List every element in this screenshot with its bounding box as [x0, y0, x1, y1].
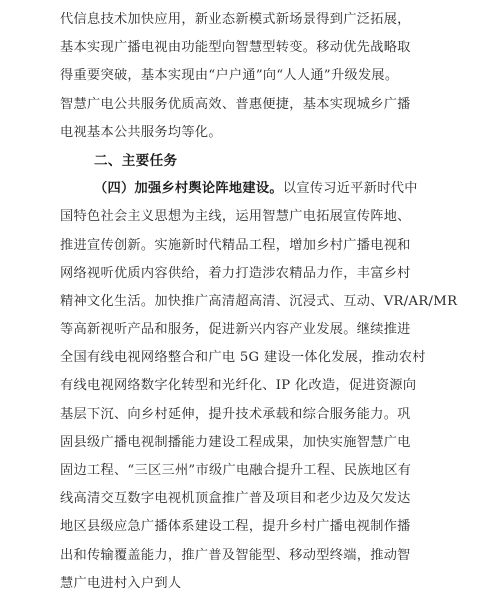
paragraph-line: 电视基本公共服务均等化。 — [60, 124, 222, 140]
paragraph-line: 代信息技术加快应用，新业态新模式新场景得到广泛拓展， — [60, 12, 411, 27]
paragraph-line: 网络视听优质内容供给，着力打造涉农精品力作，丰富乡村 — [60, 265, 411, 281]
document-body — [60, 6, 472, 598]
paragraph-line: 得重要突破，基本实现由“户户通”向“人人通”升级发展。 — [60, 68, 399, 84]
section-heading: 二、主要任务 — [94, 152, 178, 169]
paragraph-line: 基层下沉、向乡村延伸，提升技术承载和综合服务能力。巩 — [60, 406, 411, 422]
paragraph-line: 出和传输覆盖能力，推广普及智能型、移动型终端，推动智 — [60, 547, 411, 563]
paragraph-line: 慧广电进村入户到人 — [60, 575, 182, 591]
paragraph-line: 有线电视网络数字化转型和光纤化、IP 化改造，促进资源向 — [60, 378, 417, 394]
subheading-tail: 以宣传习近平新时代中 — [282, 181, 418, 197]
paragraph-line: 线高清交互数字电视机顶盒推广普及项目和老少边及欠发达 — [60, 491, 411, 507]
subheading: （四）加强乡村舆论阵地建设。 — [94, 181, 283, 197]
paragraph-line: 智慧广电公共服务优质高效、普惠便捷，基本实现城乡广播 — [60, 96, 411, 112]
paragraph-line: 基本实现广播电视由功能型向智慧型转变。移动优先战略取 — [60, 40, 411, 56]
paragraph-line: 推进宣传创新。实施新时代精品工程，增加乡村广播电视和 — [60, 237, 411, 253]
subheading-line — [60, 175, 472, 203]
paragraph-line: 全国有线电视网络整合和广电 5G 建设一体化发展，推动农村 — [60, 350, 426, 366]
paragraph-line: 地区县级应急广播体系建设工程，提升乡村广播电视制作播 — [60, 519, 411, 535]
paragraph-line: 固边工程、“三区三州”市级广电融合提升工程、民族地区有 — [60, 463, 412, 478]
paragraph-line: 固县级广播电视制播能力建设工程成果，加快实施智慧广电 — [60, 434, 411, 450]
paragraph-line: 精神文化生活。加快推广高清超高清、沉浸式、互动、VR/AR/MR — [60, 293, 458, 309]
paragraph-line: 国特色社会主义思想为主线，运用智慧广电拓展宣传阵地、 — [60, 209, 411, 225]
paragraph-line: 等高新视听产品和服务，促进新兴内容产业发展。继续推进 — [60, 322, 411, 338]
